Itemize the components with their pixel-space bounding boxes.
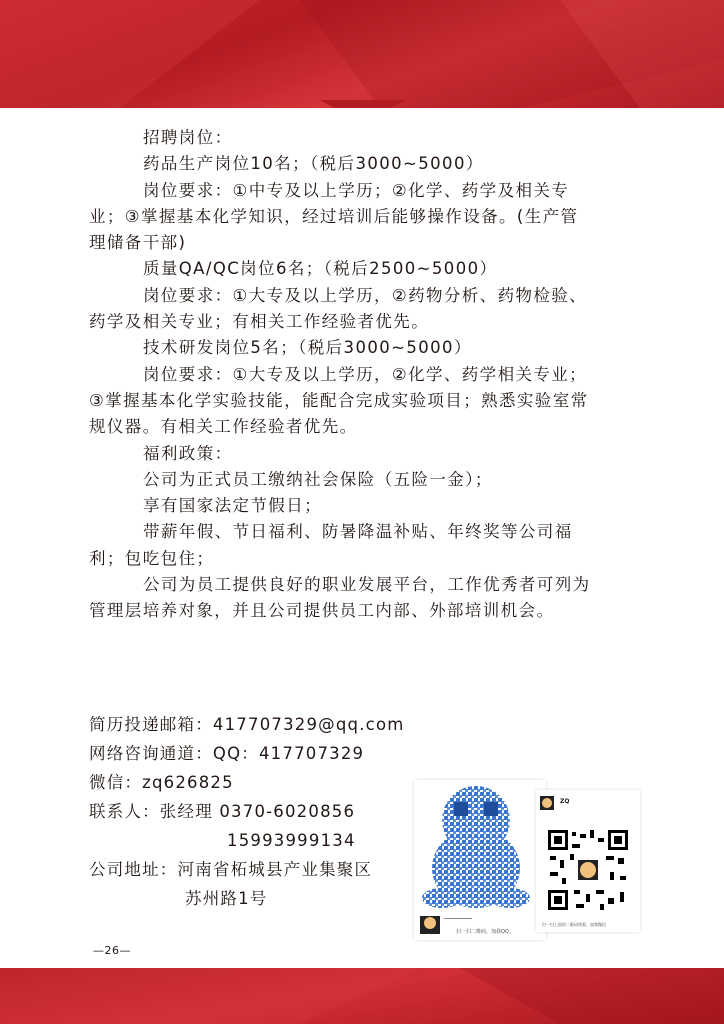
contact-person-line: 联系人：张经理 0370-6020856 [89,802,356,821]
recruit-heading: 招聘岗位： [143,128,233,147]
benefit-line: 享有国家法定节假日； [143,496,322,516]
qq-qr-card [414,780,546,940]
job-requirement-line: 业；③掌握基本化学知识，经过培训后能够操作设备。(生产管 [89,206,579,226]
recruitment-content [89,125,649,625]
contact-phone-line: 15993999134 [227,831,356,850]
benefit-line: 带薪年假、节日福利、防暑降温补贴、年终奖等公司福 [143,522,573,542]
contact-info [89,710,429,913]
benefit-line: 公司为正式员工缴纳社会保险（五险一金）； [143,469,493,489]
qq-penguin-qr-icon [414,780,546,940]
job-title: 药品生产岗位10名；（税后3000~5000） [143,154,484,174]
benefit-line: 管理层培养对象，并且公司提供员工内部、外部培训机会。 [89,601,555,621]
job-requirement-line: 药学及相关专业；有相关工作经验者优先。 [89,312,430,332]
job-requirement-line: 岗位要求：①大专及以上学历，②化学、药学相关专业； [143,364,588,384]
job-requirement-line: ③掌握基本化学实验技能，能配合完成实验项目；熟悉实验室常 [89,390,589,410]
wechat-name: ZQ [560,798,570,805]
wechat-qr-icon [536,790,640,932]
job-requirement-line: 岗位要求：①中专及以上学历；②化学、药学及相关专 [143,180,570,200]
job-requirement-line: 理储备干部) [89,233,187,253]
benefits-heading: 福利政策： [143,443,233,463]
page-number: —26— [93,944,131,957]
email-line: 简历投递邮箱：417707329@qq.com [89,715,405,734]
wechat-line: 微信：zq626825 [89,773,234,792]
job-title: 技术研发岗位5名；（税后3000~5000） [143,338,472,358]
qq-line: 网络咨询通道：QQ：417707329 [89,744,365,763]
job-title: 质量QA/QC岗位6名；（税后2500~5000） [143,259,498,279]
top-banner [0,0,724,108]
address-line-2: 苏州路1号 [185,889,268,908]
job-requirement-line: 岗位要求：①大专及以上学历，②药物分析、药物检验、 [143,285,588,305]
bottom-banner [0,968,724,1024]
wechat-qr-card [536,790,640,932]
wechat-qr-caption: 扫一扫上面的二维码图案，加我微信 [542,922,606,927]
qq-qr-caption: 扫一扫二维码，加我QQ。 [456,929,514,935]
job-requirement-line: 规仪器。有相关工作经验者优先。 [89,417,358,437]
benefit-line: 利；包吃包住； [89,548,215,568]
benefit-line: 公司为员工提供良好的职业发展平台，工作优秀者可列为 [143,575,591,595]
address-line: 公司地址：河南省柘城县产业集聚区 [89,860,373,879]
